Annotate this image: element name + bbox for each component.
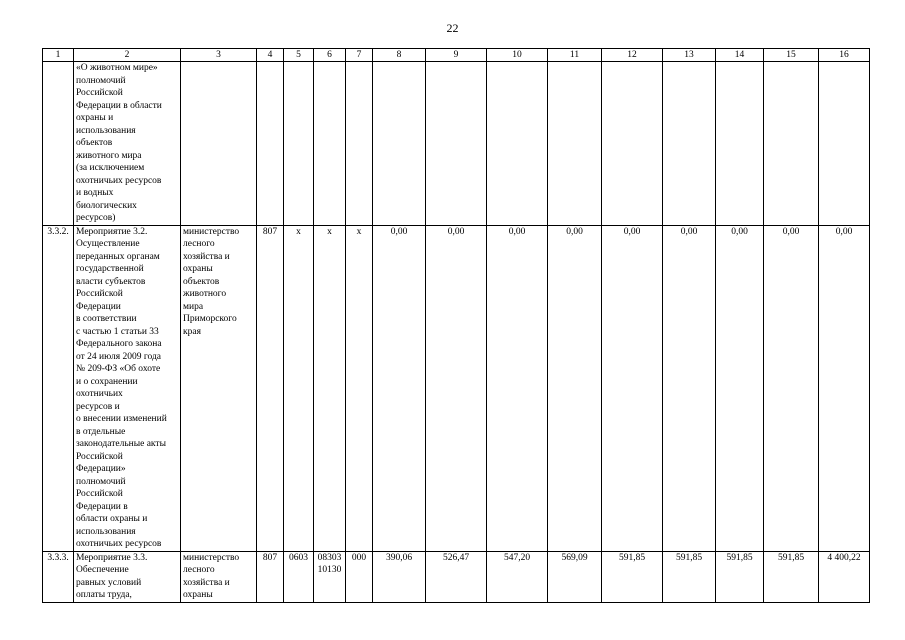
row-code xyxy=(43,62,74,226)
activity-name-line: биологических xyxy=(76,200,137,211)
amount-cell: 4 400,22 xyxy=(819,551,870,602)
activity-name-line: Российской xyxy=(76,88,123,98)
activity-name-line: животного мира xyxy=(76,150,142,161)
column-5-value: 0603 xyxy=(284,551,314,602)
column-number-15: 15 xyxy=(764,49,819,62)
amount-cell: 591,85 xyxy=(602,551,663,602)
column-4-value: 807 xyxy=(257,551,284,602)
activity-name-line: использования xyxy=(76,125,136,136)
column-number-9: 9 xyxy=(426,49,487,62)
column-4-value xyxy=(257,62,284,226)
activity-name xyxy=(74,225,181,551)
table-row xyxy=(43,551,870,602)
activity-name-line: Федерации xyxy=(76,301,121,312)
activity-name-line: переданных органам xyxy=(76,251,160,262)
executor-line: мира xyxy=(183,301,204,312)
amount-cell: 591,85 xyxy=(716,551,764,602)
column-6-line: х xyxy=(327,226,332,237)
executor-line: хозяйства и xyxy=(183,251,230,262)
amount-cell: 0,00 xyxy=(548,225,602,551)
amount-cell: 0,00 xyxy=(819,225,870,551)
activity-name-line: Федерального закона xyxy=(76,339,162,349)
column-6-line: 10130 xyxy=(317,565,342,575)
column-number-10: 10 xyxy=(487,49,548,62)
column-6-value xyxy=(314,225,346,551)
activity-name-line: (за исключением xyxy=(76,163,145,173)
table-row xyxy=(43,225,870,551)
activity-name-line: от 24 июля 2009 года xyxy=(76,351,162,362)
activity-name-line: Осуществление xyxy=(76,239,140,249)
executor-line: министерство xyxy=(183,226,240,237)
executor-line: охраны xyxy=(183,590,213,600)
column-6-value xyxy=(314,62,346,226)
column-number-7: 7 xyxy=(346,49,373,62)
activity-name xyxy=(74,62,181,226)
activity-name-line: Федерации в области xyxy=(76,100,162,111)
column-4-value: 807 xyxy=(257,225,284,551)
column-number-row xyxy=(43,49,870,62)
column-number-4: 4 xyxy=(257,49,284,62)
activity-name-line: с частью 1 статьи 33 xyxy=(76,326,159,337)
activity-name-line: охраны и xyxy=(76,113,114,123)
activity-name-line: равных условий xyxy=(76,577,142,588)
budget-table xyxy=(42,48,870,603)
column-number-12: 12 xyxy=(602,49,663,62)
column-7-value: х xyxy=(346,225,373,551)
activity-name-line: в соответствии xyxy=(76,314,137,324)
amount-cell xyxy=(716,62,764,226)
activity-name xyxy=(74,551,181,602)
column-number-6: 6 xyxy=(314,49,346,62)
executor-line: хозяйства и xyxy=(183,577,230,588)
row-code: 3.3.3. xyxy=(43,551,74,602)
amount-cell: 0,00 xyxy=(663,225,716,551)
amount-cell xyxy=(548,62,602,226)
activity-name-line: охотничьих xyxy=(76,389,123,399)
column-number-13: 13 xyxy=(663,49,716,62)
executor xyxy=(181,551,257,602)
activity-name-line: Российской xyxy=(76,289,123,299)
column-number-16: 16 xyxy=(819,49,870,62)
activity-name-line: области охраны и xyxy=(76,514,148,524)
executor xyxy=(181,62,257,226)
amount-cell xyxy=(819,62,870,226)
amount-cell: 0,00 xyxy=(764,225,819,551)
column-7-value: 000 xyxy=(346,551,373,602)
activity-name-line: охотничьих ресурсов xyxy=(76,175,162,186)
activity-name-line: использования xyxy=(76,526,136,537)
amount-cell xyxy=(426,62,487,226)
activity-name-line: в отдельные xyxy=(76,426,126,437)
activity-name-line: Мероприятие 3.2. xyxy=(76,226,148,237)
executor-line: лесного xyxy=(183,239,215,249)
column-5-value: х xyxy=(284,225,314,551)
executor-line: лесного xyxy=(183,565,215,575)
activity-name-line: власти субъектов xyxy=(76,276,146,287)
activity-name-line: оплаты труда, xyxy=(76,590,132,600)
amount-cell: 569,09 xyxy=(548,551,602,602)
activity-name-line: и водных xyxy=(76,188,114,198)
amount-cell: 390,06 xyxy=(373,551,426,602)
activity-name-line: полномочий xyxy=(76,476,126,487)
row-code: 3.3.2. xyxy=(43,225,74,551)
amount-cell: 547,20 xyxy=(487,551,548,602)
column-6-line: 08303 xyxy=(317,552,342,563)
activity-name-line: Российской xyxy=(76,489,123,499)
amount-cell xyxy=(764,62,819,226)
amount-cell: 0,00 xyxy=(426,225,487,551)
amount-cell: 591,85 xyxy=(764,551,819,602)
column-number-3: 3 xyxy=(181,49,257,62)
activity-name-line: «О животном мире» xyxy=(76,63,158,73)
amount-cell: 0,00 xyxy=(487,225,548,551)
executor-line: Приморского xyxy=(183,314,237,324)
column-number-14: 14 xyxy=(716,49,764,62)
amount-cell: 0,00 xyxy=(602,225,663,551)
column-7-value xyxy=(346,62,373,226)
table-row xyxy=(43,62,870,226)
column-5-value xyxy=(284,62,314,226)
column-6-value xyxy=(314,551,346,602)
amount-cell xyxy=(487,62,548,226)
amount-cell: 0,00 xyxy=(373,225,426,551)
executor xyxy=(181,225,257,551)
amount-cell xyxy=(373,62,426,226)
activity-name-line: № 209-ФЗ «Об охоте xyxy=(76,364,161,374)
column-number-11: 11 xyxy=(548,49,602,62)
column-number-2: 2 xyxy=(74,49,181,62)
column-number-5: 5 xyxy=(284,49,314,62)
executor-line: министерство xyxy=(183,552,240,563)
amount-cell: 526,47 xyxy=(426,551,487,602)
activity-name-line: Обеспечение xyxy=(76,565,129,575)
activity-name-line: Российской xyxy=(76,451,123,462)
amount-cell: 0,00 xyxy=(716,225,764,551)
activity-name-line: законодательные акты xyxy=(76,439,166,449)
activity-name-line: Федерации в xyxy=(76,501,128,512)
amount-cell xyxy=(663,62,716,226)
activity-name-line: государственной xyxy=(76,264,144,274)
activity-name-line: охотничьих ресурсов xyxy=(76,539,162,549)
column-number-8: 8 xyxy=(373,49,426,62)
activity-name-line: Федерации» xyxy=(76,464,126,474)
activity-name-line: ресурсов и xyxy=(76,401,120,412)
activity-name-line: объектов xyxy=(76,138,113,148)
activity-name-line: ресурсов) xyxy=(76,213,116,223)
activity-name-line: о внесении изменений xyxy=(76,414,167,424)
activity-name-line: Мероприятие 3.3. xyxy=(76,552,148,563)
executor-line: края xyxy=(183,326,201,337)
column-number-1: 1 xyxy=(43,49,74,62)
amount-cell: 591,85 xyxy=(663,551,716,602)
amount-cell xyxy=(602,62,663,226)
executor-line: объектов xyxy=(183,276,220,287)
executor-line: охраны xyxy=(183,264,213,274)
executor-line: животного xyxy=(183,289,227,299)
activity-name-line: полномочий xyxy=(76,75,126,86)
activity-name-line: и о сохранении xyxy=(76,376,138,387)
page-number: 22 xyxy=(446,21,459,35)
